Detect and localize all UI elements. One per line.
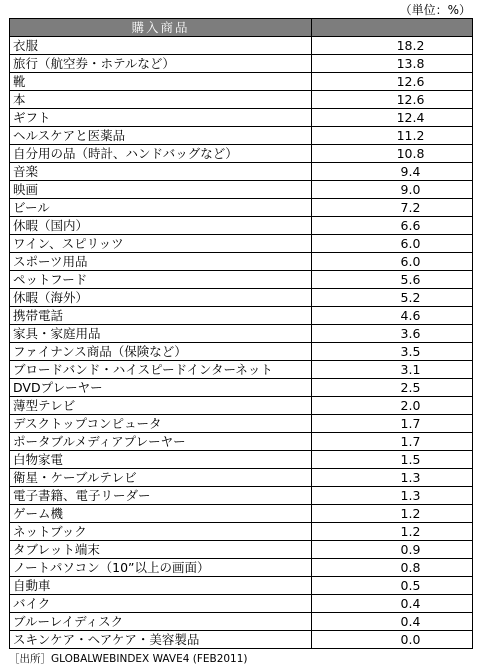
table-row	[10, 541, 473, 559]
table-row	[10, 433, 473, 451]
item-name-cell: 家具・家庭用品	[10, 325, 312, 343]
table-row	[10, 361, 473, 379]
item-value-cell: 12.6	[312, 73, 473, 91]
table-row	[10, 163, 473, 181]
table-row	[10, 127, 473, 145]
table-row	[10, 235, 473, 253]
item-value-cell: 1.3	[312, 487, 473, 505]
table-row	[10, 91, 473, 109]
table-row	[10, 73, 473, 91]
item-value-cell: 3.5	[312, 343, 473, 361]
item-value-cell: 0.9	[312, 541, 473, 559]
item-value-cell: 3.1	[312, 361, 473, 379]
item-value-cell: 6.0	[312, 235, 473, 253]
item-value-cell: 1.2	[312, 505, 473, 523]
item-name-cell: 休暇（国内）	[10, 217, 312, 235]
item-name-cell: スポーツ用品	[10, 253, 312, 271]
item-name-cell: ヘルスケアと医薬品	[10, 127, 312, 145]
item-value-cell: 9.0	[312, 181, 473, 199]
table-row	[10, 37, 473, 55]
item-name-cell: ネットブック	[10, 523, 312, 541]
item-value-cell: 0.4	[312, 595, 473, 613]
item-value-cell: 0.0	[312, 631, 473, 649]
item-value-cell: 2.0	[312, 397, 473, 415]
item-value-cell: 13.8	[312, 55, 473, 73]
table-row	[10, 469, 473, 487]
table-row	[10, 199, 473, 217]
item-value-cell: 10.8	[312, 145, 473, 163]
item-value-cell: 6.0	[312, 253, 473, 271]
table-row	[10, 523, 473, 541]
table-row	[10, 55, 473, 73]
item-value-cell: 0.5	[312, 577, 473, 595]
item-name-cell: デスクトップコンピュータ	[10, 415, 312, 433]
item-name-cell: ブロードバンド・ハイスピードインターネット	[10, 361, 312, 379]
item-name-cell: 本	[10, 91, 312, 109]
item-value-cell: 12.4	[312, 109, 473, 127]
item-name-cell: 薄型テレビ	[10, 397, 312, 415]
item-value-cell: 5.6	[312, 271, 473, 289]
item-name-cell: 携帯電話	[10, 307, 312, 325]
table-row	[10, 613, 473, 631]
table-row	[10, 595, 473, 613]
table-row	[10, 631, 473, 649]
table-row	[10, 451, 473, 469]
item-name-cell: 自動車	[10, 577, 312, 595]
item-name-cell: ギフト	[10, 109, 312, 127]
item-value-cell: 11.2	[312, 127, 473, 145]
table-row	[10, 343, 473, 361]
item-name-cell: 音楽	[10, 163, 312, 181]
table-row	[10, 181, 473, 199]
item-name-cell: ファイナンス商品（保険など）	[10, 343, 312, 361]
item-name-cell: 自分用の品（時計、ハンドバッグなど）	[10, 145, 312, 163]
item-name-cell: タブレット端末	[10, 541, 312, 559]
item-value-cell: 3.6	[312, 325, 473, 343]
item-name-cell: バイク	[10, 595, 312, 613]
table-row	[10, 109, 473, 127]
item-name-cell: 映画	[10, 181, 312, 199]
item-name-cell: 旅行（航空券・ホテルなど）	[10, 55, 312, 73]
item-value-cell: 0.8	[312, 559, 473, 577]
item-value-cell: 1.3	[312, 469, 473, 487]
item-value-cell: 1.7	[312, 433, 473, 451]
table-row	[10, 325, 473, 343]
item-value-cell: 18.2	[312, 37, 473, 55]
table-row	[10, 271, 473, 289]
item-value-cell: 9.4	[312, 163, 473, 181]
item-value-cell: 7.2	[312, 199, 473, 217]
item-name-cell: 電子書籍、電子リーダー	[10, 487, 312, 505]
item-name-cell: 休暇（海外）	[10, 289, 312, 307]
purchase-items-table	[9, 18, 473, 649]
unit-note: （単位：%）	[399, 3, 471, 17]
table-row	[10, 577, 473, 595]
item-name-cell: 衛星・ケーブルテレビ	[10, 469, 312, 487]
item-name-cell: ビール	[10, 199, 312, 217]
table-row	[10, 559, 473, 577]
item-name-cell: ペットフード	[10, 271, 312, 289]
item-name-cell: 靴	[10, 73, 312, 91]
item-name-cell: ノートパソコン（10”以上の画面）	[10, 559, 312, 577]
item-name-cell: ポータブルメディアプレーヤー	[10, 433, 312, 451]
item-value-cell: 6.6	[312, 217, 473, 235]
table-row	[10, 505, 473, 523]
table-row	[10, 289, 473, 307]
table-header-value	[312, 19, 473, 37]
table-row	[10, 145, 473, 163]
item-value-cell: 12.6	[312, 91, 473, 109]
item-name-cell: ワイン、スピリッツ	[10, 235, 312, 253]
table-row	[10, 379, 473, 397]
item-value-cell: 1.7	[312, 415, 473, 433]
item-name-cell: ゲーム機	[10, 505, 312, 523]
item-name-cell: ブルーレイディスク	[10, 613, 312, 631]
table-row	[10, 307, 473, 325]
source-note: ［出所］GLOBALWEBINDEX WAVE4 (FEB2011)	[9, 653, 248, 665]
table-body	[10, 37, 473, 649]
item-name-cell: 白物家電	[10, 451, 312, 469]
item-value-cell: 2.5	[312, 379, 473, 397]
item-name-cell: DVDプレーヤー	[10, 379, 312, 397]
item-value-cell: 5.2	[312, 289, 473, 307]
table-row	[10, 487, 473, 505]
item-value-cell: 1.2	[312, 523, 473, 541]
item-value-cell: 1.5	[312, 451, 473, 469]
item-value-cell: 4.6	[312, 307, 473, 325]
table-header-row	[10, 19, 473, 37]
item-name-cell: 衣服	[10, 37, 312, 55]
item-name-cell: スキンケア・ヘアケア・美容製品	[10, 631, 312, 649]
table-row	[10, 397, 473, 415]
table-row	[10, 217, 473, 235]
table-row	[10, 415, 473, 433]
table-row	[10, 253, 473, 271]
item-value-cell: 0.4	[312, 613, 473, 631]
table-header-item: 購入商品	[10, 19, 312, 37]
